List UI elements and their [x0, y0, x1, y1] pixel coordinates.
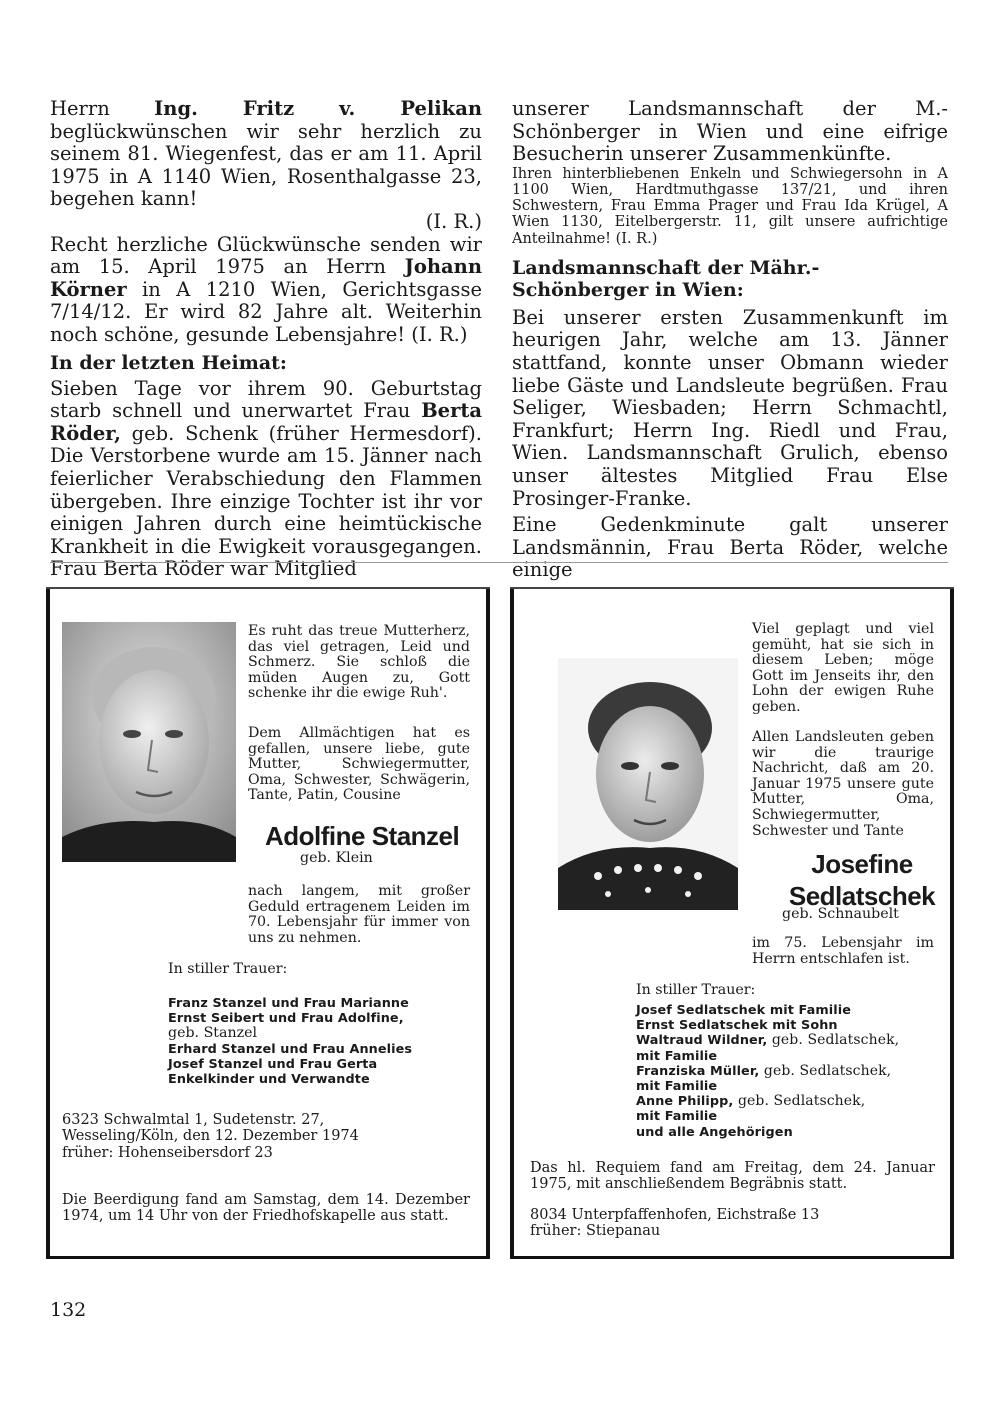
address-line: früher: Hohenseibersdorf 23 [62, 1144, 273, 1161]
name-line: Sedlatschek [788, 881, 936, 911]
address-line: 8034 Unterpfaffenhofen, Eichstraße 13 [530, 1207, 820, 1223]
portrait-photo-stanzel [62, 622, 236, 862]
family-line: Ernst Seibert und Frau Adolfine, [168, 1011, 404, 1027]
family-list-sedlatschek [636, 1003, 936, 1140]
requiem-note: Das hl. Requiem fand am Freitag, dem 24. Januar 1975, mit anschließendem Begräbnis statt. [530, 1160, 935, 1193]
family-line: Ernst Sedlatschek mit Sohn [636, 1018, 838, 1034]
meeting-report: Bei unserer ersten Zusammenkunft im heurigen Jahr, welche am 13. Jänner stattfand, konnte unser Obmann wieder liebe Gäste und Landsleute begrüßen. Frau Seliger, Wiesbaden; Herrn Schmachtl, Frankfurt; Herrn Ing. Riedl und Frau, Wien. Landsmannschaft Grulich, ebenso unser ältestes Mitglied Frau Else Prosinger-Franke. [512, 305, 948, 510]
address-line: 6323 Schwalmtal 1, Sudetenstr. 27, [62, 1112, 325, 1128]
death-note-stanzel: nach langem, mit großer Geduld ertragenem Leiden im 70. Lebensjahr für immer von uns zu nehmen. [248, 883, 470, 946]
funeral-note-stanzel: Die Beerdigung fand am Samstag, dem 14. Dezember 1974, um 14 Uhr von der Friedhofskapelle aus statt. [62, 1192, 470, 1225]
page-number: 132 [50, 1299, 87, 1321]
family-line: und alle Angehörigen [636, 1124, 793, 1140]
address-line: früher: Stiepanau [530, 1223, 661, 1240]
family-list-stanzel [168, 996, 468, 1087]
family-line: geb. Stanzel [168, 1025, 258, 1042]
verse-sedlatschek: Viel geplagt und viel gemüht, hat sie sich in diesem Leben; möge Gott im Jenseits ihr, den Lohn der ewigen Ruhe geben. [752, 621, 934, 715]
greeting-pelikan: Herrn Ing. Fritz v. Pelikan beglückwünschen wir sehr herzlich zu seinem 81. Wiegenfest, das er am 11. April 1975 in A 1140 Wien, Rosenthalgasse 23, begehen kann! (I. R.) [50, 97, 483, 233]
initials-sig: (I. R.) [425, 209, 482, 233]
section-heading-landsmannschaft: Landsmannschaft der Mähr.-Schönberger in Wien: [512, 256, 820, 301]
mourning-label-left: In stiller Trauer: [168, 961, 288, 977]
family-line: Josef Stanzel und Frau Gerta [168, 1056, 378, 1072]
address-sedlatschek [530, 1207, 935, 1240]
family-line: mit Familie [636, 1109, 718, 1125]
verse-stanzel: Es ruht das treue Mutterherz, das viel getragen, Leid und Schmerz. Sie schloß die müden Augen zu, Gott schenke ihr die ewige Ruh'. [248, 623, 470, 702]
death-note-sedlatschek: im 75. Lebensjahr im Herrn entschlafen ist. [752, 935, 934, 967]
greeting-koerner: Recht herzliche Glückwünsche senden wir am 15. April 1975 an Herrn Johann Körner in A 1210 Wien, Gerichtsgasse 7/14/12. Er wird 82 Jahre alt. Weiterhin noch schöne, gesunde Lebensjahre! (I. R.) [50, 232, 482, 346]
portrait-photo-sedlatschek [558, 658, 738, 910]
family-line: Enkelkinder und Verwandte [168, 1072, 370, 1088]
section-heading-heimat: In der letzten Heimat: [50, 351, 287, 374]
article-column-right [512, 98, 948, 582]
roeder-continuation: unserer Landsmannschaft der M.-Schönberger in Wien und eine eifrige Besucherin unserer Zusammenkünfte. [512, 97, 948, 166]
article-column-left [50, 98, 482, 581]
address-line: Wesseling/Köln, den 12. Dezember 1974 [62, 1128, 359, 1145]
deceased-name-sedlatschek [782, 848, 942, 912]
maiden-name-stanzel: geb. Klein [300, 850, 373, 866]
intro-sedlatschek: Allen Landsleuten geben wir die traurige Nachricht, daß am 20. Januar 1975 unsere gute Mutter, Oma, Schwiegermutter, Schwester und Tante [752, 729, 934, 839]
memorial-minute: Eine Gedenkminute galt unserer Landsmännin, Frau Berta Röder, welche einige [512, 513, 948, 582]
deceased-name-stanzel: Adolfine Stanzel [265, 821, 460, 851]
family-line: Waltraud Wildner, geb. Sedlatschek, [636, 1032, 900, 1049]
name-line: Josefine [811, 849, 913, 879]
family-line: Franz Stanzel und Frau Marianne [168, 996, 409, 1011]
family-line: mit Familie [636, 1079, 718, 1095]
family-line: mit Familie [636, 1048, 718, 1064]
address-stanzel [62, 1112, 472, 1161]
family-line: Franziska Müller, geb. Sedlatschek, [636, 1062, 892, 1079]
section-divider [50, 562, 948, 563]
mourning-label-right: In stiller Trauer: [636, 982, 756, 998]
obituary-roeder-text: Sieben Tage vor ihrem 90. Geburtstag starb schnell und unerwartet Frau Berta Röder, geb. Schenk (früher Hermesdorf). Die Verstorbene wurde am 15. Jänner nach feierlicher Verabschiedung den Flammen übergeben. Ihre einzige Tochter ist ihr vor einigen Jahren durch eine heimtückische Krankheit in die Ewigkeit vorausgegangen. Frau Berta Röder war Mitglied [50, 376, 482, 581]
family-line: Erhard Stanzel und Frau Annelies [168, 1041, 413, 1057]
intro-stanzel: Dem Allmächtigen hat es gefallen, unsere liebe, gute Mutter, Schwiegermutter, Oma, Schwester, Schwägerin, Tante, Patin, Cousine [248, 725, 470, 804]
family-line: Anne Philipp, geb. Sedlatschek, [636, 1093, 866, 1110]
maiden-name-sedlatschek: geb. Schnaubelt [782, 906, 899, 922]
condolence-note: Ihren hinterbliebenen Enkeln und Schwiegersohn in A 1100 Wien, Hardtmuthgasse 137/21, und ihren Schwestern, Frau Emma Prager und Frau Ida Krügel, A Wien 1130, Eitelbergerstr. 11, gilt unsere aufrichtige Anteilnahme! (I. R.) [512, 165, 948, 247]
family-line: Josef Sedlatschek mit Familie [636, 1003, 852, 1018]
